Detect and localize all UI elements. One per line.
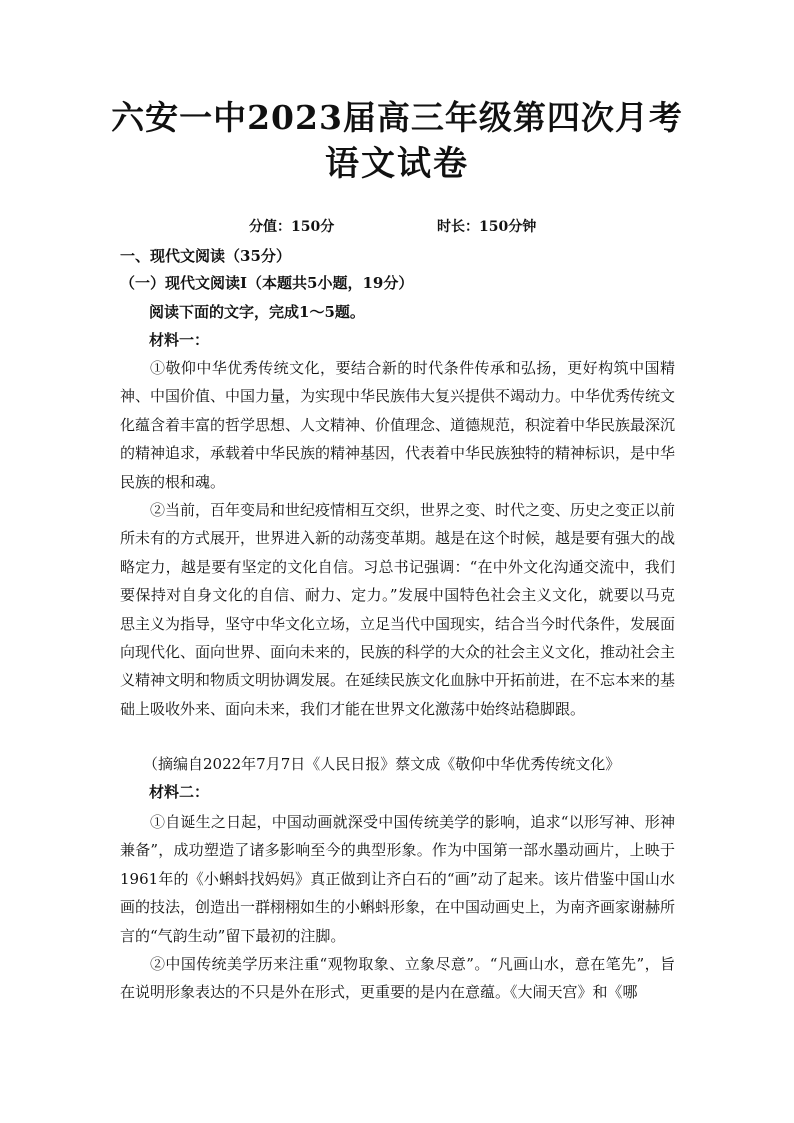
material1-label: 材料一： [149,331,210,349]
material1-paragraph-1: ①敬仰中华优秀传统文化，要结合新的时代条件传承和弘扬，更好构筑中国精神、中国价值、中国力量，为实现中华民族伟大复兴提供不竭动力。中华优秀传统文化蕴含着丰富的哲学思想、人文精神、价值理念、道德规范，积淀着中华民族最深沉的精神追求，承载着中华民族的精神基因，代表着中华民族独特的精神标识，是中华民族的根和魂。 [120,359,676,491]
reading-instruction: 阅读下面的文字，完成1～5题。 [149,303,365,321]
duration-label: 时长：150分钟 [437,219,537,235]
exam-title: 六安一中2023届高三年级第四次月考 [111,98,683,137]
material1-paragraph-2: ②当前，百年变局和世纪疫情相互交织，世界之变、时代之变、历史之变正以前所未有的方式展开，世界进入新的动荡变革期。越是在这个时候，越是要有强大的战略定力，越是要有坚定的文化自信。习总书记强调：“在中外文化沟通交流中，我们要保持对自身文化的自信、耐力、定力。”发展中国特色社会主义文化，就要以马克思主义为指导，坚守中华文化立场，立足当代中国现实，结合当今时代条件，发展面向现代化、面向世界、面向未来的，民族的科学的大众的社会主义文化，推动社会主义精神文明和物质文明协调发展。在延续民族文化血脉中开拓前进，在不忘本来的基础上吸收外来、面向未来，我们才能在世界文化激荡中始终站稳脚跟。 [120,501,676,718]
part1-heading: 一、现代文阅读（35分） [120,247,291,265]
material2-paragraph-1: ①自诞生之日起，中国动画就深受中国传统美学的影响，追求“以形写神、形神兼备”，成功塑造了诸多影响至今的典型形象。作为中国第一部水墨动画片，上映于1961年的《小蝌蚪找妈妈》真正做到让齐白石的“画”动了起来。该片借鉴中国山水画的技法，创造出一群栩栩如生的小蝌蚪形象，在中国动画史上，为南齐画家谢赫所言的“气韵生动”留下最初的注脚。 [120,813,676,945]
sub1-heading: （一）现代文阅读Ⅰ（本题共5小题，19分） [120,274,414,292]
exam-subject-title: 语文试卷 [325,144,469,184]
material1-source: （摘编自2022年7月7日《人民日报》蔡文成《敬仰中华优秀传统文化》 [143,755,621,773]
score-label: 分值：150分 [249,219,335,235]
material2-label: 材料二： [149,783,210,801]
material2-paragraph-2: ②中国传统美学历来注重“观物取象、立象尽意”。“凡画山水，意在笔先”，旨在说明形象表达的不只是外在形式，更重要的是内在意蕴。《大闹天宫》和《哪 [120,955,675,1002]
